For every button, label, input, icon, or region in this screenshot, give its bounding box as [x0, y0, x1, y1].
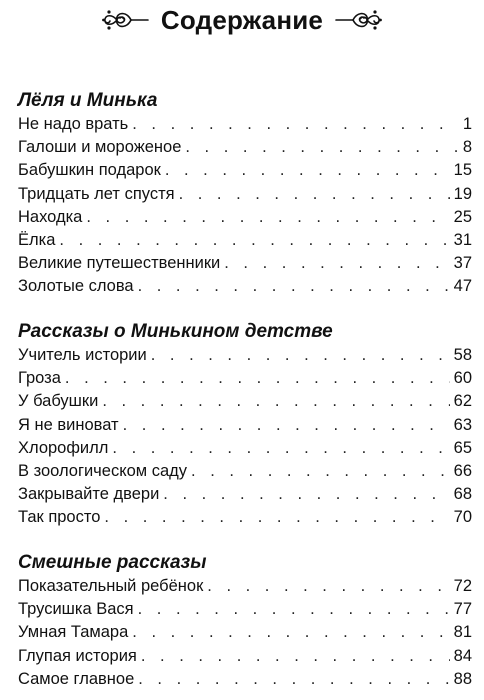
dot-leader	[165, 159, 450, 182]
toc-entry-page: 72	[453, 577, 472, 595]
toc-entry[interactable]	[18, 575, 472, 598]
toc-entry-page: 31	[453, 230, 472, 249]
toc-entry[interactable]	[18, 390, 472, 413]
toc-entry[interactable]	[18, 344, 472, 367]
dot-leader	[104, 506, 449, 529]
toc-entry[interactable]	[18, 229, 472, 252]
toc-entry-page: 47	[453, 277, 472, 296]
toc-entry-title: Ёлка	[18, 230, 56, 249]
dot-leader	[138, 668, 449, 691]
toc-entry[interactable]	[18, 645, 472, 668]
toc-entry[interactable]	[18, 113, 472, 136]
toc-entry[interactable]	[18, 437, 472, 460]
toc-entry-title: Глупая история	[18, 646, 137, 665]
page-title: Содержание	[160, 4, 324, 35]
toc-entry-page: 70	[453, 508, 472, 527]
toc-entry-page: 19	[453, 184, 472, 203]
toc-section	[18, 551, 472, 691]
toc-entry[interactable]	[18, 621, 472, 644]
dot-leader	[123, 414, 450, 437]
toc-entry[interactable]	[18, 159, 472, 182]
toc-entry[interactable]	[18, 460, 472, 483]
toc-entry[interactable]	[18, 598, 472, 621]
toc-entry-title: Умная Тамара	[18, 623, 129, 642]
dot-leader	[207, 575, 449, 598]
toc-entry-title: Самое главное	[18, 669, 135, 688]
toc-entry-title: Не надо врать	[18, 115, 129, 133]
toc-entry-title: Так просто	[18, 508, 101, 527]
toc-entry-page: 68	[453, 485, 472, 504]
toc-entry-page: 65	[453, 438, 472, 457]
right-ornament-icon	[333, 6, 383, 34]
toc-entry-page: 62	[453, 392, 472, 411]
toc-entry-page: 84	[453, 646, 472, 665]
toc-entry[interactable]	[18, 483, 472, 506]
section-title: Рассказы о Минькином детстве	[18, 321, 333, 342]
toc-entry-page: 1	[462, 115, 472, 133]
toc-entry[interactable]	[18, 668, 472, 691]
toc-entry-page: 81	[453, 623, 472, 642]
toc-entry-page: 63	[453, 415, 472, 434]
dot-leader	[163, 483, 449, 506]
dot-leader	[132, 621, 449, 644]
dot-leader	[138, 275, 450, 298]
toc-entry-title: Показательный ребёнок	[18, 577, 204, 595]
page-header	[0, 0, 484, 40]
toc-entry-title: Бабушкин подарок	[18, 161, 161, 180]
toc-entry[interactable]	[18, 414, 472, 437]
section-title: Лёля и Минька	[18, 90, 158, 111]
toc-entry-page: 15	[453, 161, 472, 180]
dot-leader	[65, 367, 450, 390]
toc-entry[interactable]	[18, 252, 472, 275]
toc-entry-title: Находка	[18, 207, 83, 226]
toc-entry-page: 77	[453, 600, 472, 619]
toc-entry-title: В зоологическом саду	[18, 461, 188, 480]
dot-leader	[151, 344, 450, 367]
toc-entry-title: Галоши и мороженое	[18, 138, 182, 157]
dot-leader	[141, 645, 450, 668]
toc-entry-title: Закрывайте двери	[18, 485, 160, 504]
dot-leader	[224, 252, 449, 275]
toc-entry-title: Трусишка Вася	[18, 600, 134, 619]
toc-entry[interactable]	[18, 206, 472, 229]
section-title: Смешные рассказы	[18, 552, 207, 573]
toc-list	[18, 575, 472, 691]
toc-entry-page: 8	[462, 138, 472, 157]
dot-leader	[179, 183, 450, 206]
dot-leader	[102, 390, 449, 413]
toc-entry-title: У бабушки	[18, 392, 99, 411]
dot-leader	[185, 136, 458, 159]
toc-entry-title: Тридцать лет спустя	[18, 184, 175, 203]
toc-entry[interactable]	[18, 183, 472, 206]
dot-leader	[191, 460, 450, 483]
dot-leader	[138, 598, 450, 621]
dot-leader	[86, 206, 449, 229]
toc-section	[18, 89, 472, 299]
toc-entry-page: 66	[453, 461, 472, 480]
toc-entry-page: 88	[453, 669, 472, 688]
toc-entry-title: Гроза	[18, 369, 61, 388]
toc-entry[interactable]	[18, 275, 472, 298]
toc-entry-title: Великие путешественники	[18, 254, 221, 273]
toc-entry-page: 37	[453, 254, 472, 273]
toc-section	[18, 320, 472, 530]
toc-entry-page: 60	[453, 369, 472, 388]
toc-entry-title: Я не виноват	[18, 415, 119, 434]
toc-entry[interactable]	[18, 136, 472, 159]
toc-entry-title: Учитель истории	[18, 346, 147, 364]
dot-leader	[132, 113, 459, 136]
dot-leader	[59, 229, 449, 252]
toc-list	[18, 344, 472, 530]
toc-list	[18, 113, 472, 299]
toc-entry[interactable]	[18, 367, 472, 390]
toc-entry-page: 25	[453, 207, 472, 226]
toc-entry[interactable]	[18, 506, 472, 529]
left-ornament-icon	[101, 6, 151, 34]
toc-entry-page: 58	[453, 346, 472, 364]
toc-entry-title: Золотые слова	[18, 277, 134, 296]
dot-leader	[112, 437, 449, 460]
toc-entry-title: Хлорофилл	[18, 438, 109, 457]
